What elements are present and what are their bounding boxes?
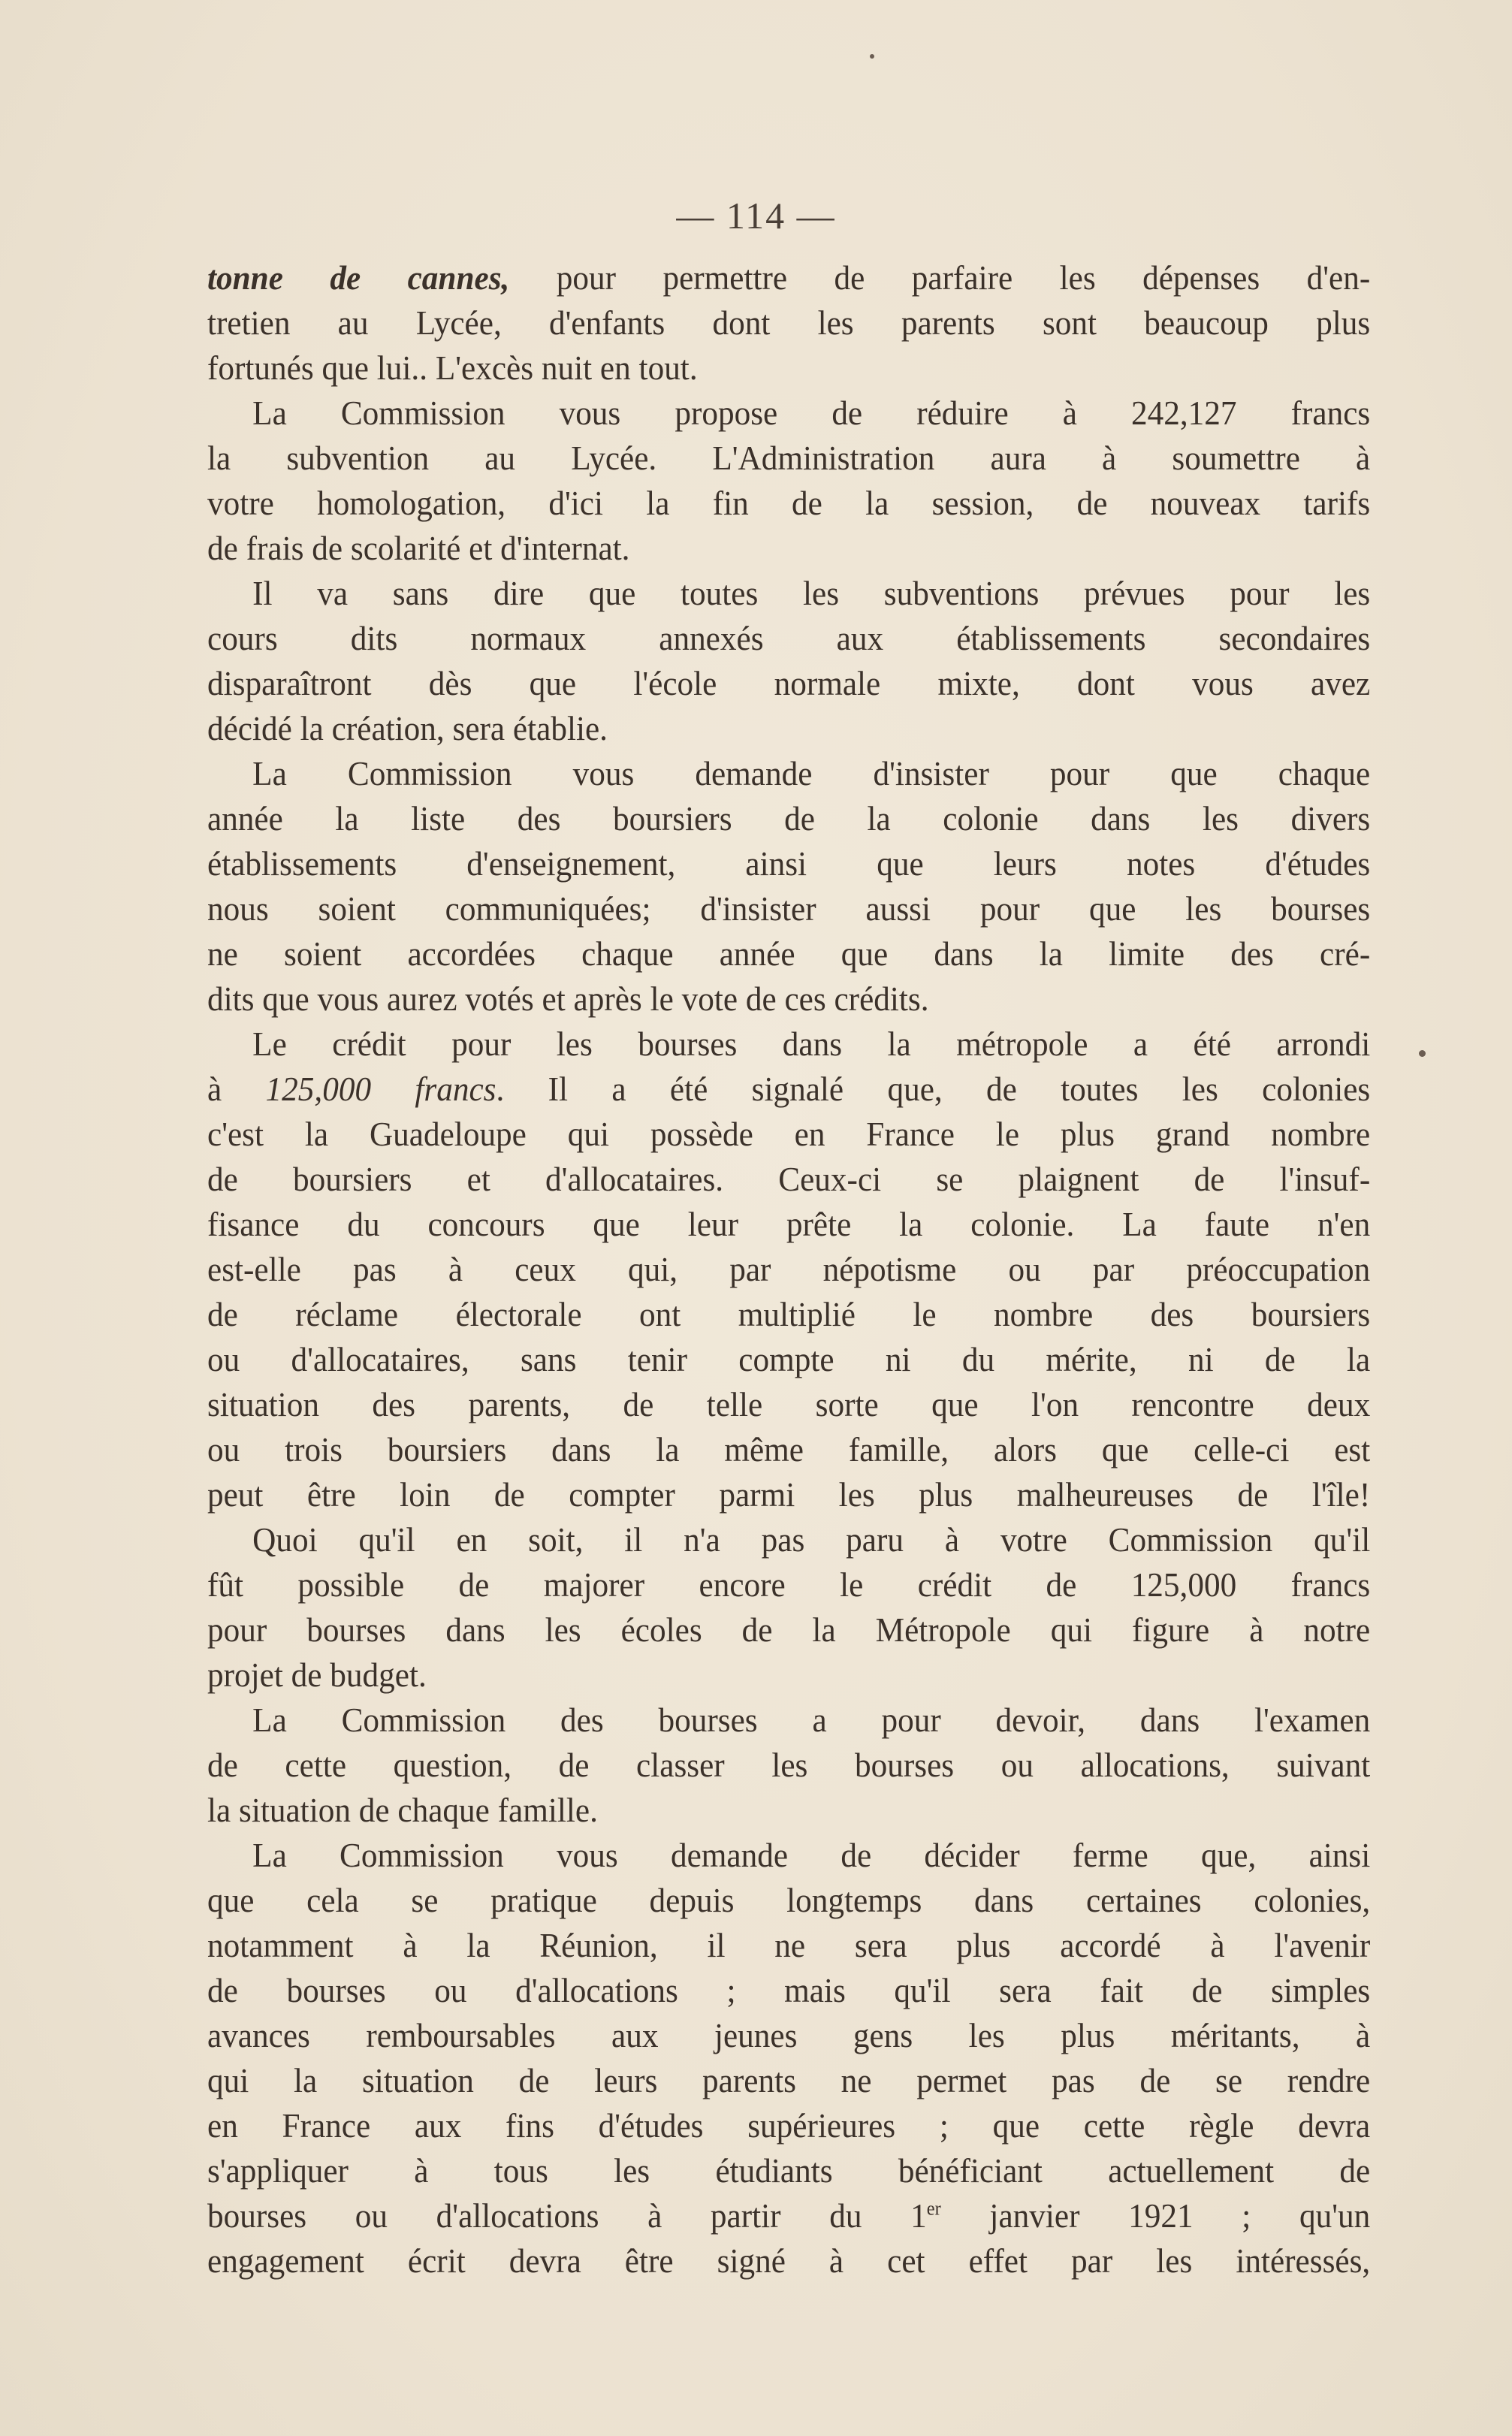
text-line: la subvention au Lycée. L'Administration aura à soumettre à — [207, 439, 1371, 477]
text-line: notamment à la Réunion, il ne sera plus accordé à l'avenir — [207, 1926, 1371, 1964]
text-line: peut être loin de compter parmi les plus malheureuses de l'île! — [207, 1475, 1371, 1514]
text-line: pour bourses dans les écoles de la Métropole qui figure à notre — [207, 1610, 1371, 1649]
superscript: er — [926, 2197, 941, 2220]
text-line: de boursiers et d'allocataires. Ceux-ci se plaignent de l'insuf- — [207, 1160, 1371, 1198]
text-line: ou d'allocataires, sans tenir compte ni du mérite, ni de la — [207, 1340, 1371, 1378]
text-line: c'est la Guadeloupe qui possède en France le plus grand nombre — [207, 1115, 1371, 1153]
text-line: fisance du concours que leur prête la colonie. La faute n'en — [207, 1205, 1371, 1243]
text-line: à 125,000 francs. Il a été signalé que, de toutes les colonies — [207, 1070, 1371, 1108]
text-line: année la liste des boursiers de la colonie dans les divers — [207, 799, 1371, 838]
text-line: avances remboursables aux jeunes gens les plus méritants, à — [207, 2016, 1371, 2054]
paragraph-start: La Commission vous demande d'insister pour que chaque — [252, 754, 1371, 792]
italic-text: tonne de cannes, — [207, 258, 510, 297]
text-line: nous soient communiquées; d'insister aussi pour que les bourses — [207, 889, 1371, 928]
text-line: fortunés que lui.. L'excès nuit en tout. — [207, 349, 698, 387]
paragraph-start: La Commission vous propose de réduire à 242,127 francs — [252, 394, 1371, 432]
text-line: de cette question, de classer les bourses ou allocations, suivant — [207, 1746, 1371, 1784]
text-line: que cela se pratique depuis longtemps dans certaines colonies, — [207, 1881, 1371, 1919]
text-line: disparaîtront dès que l'école normale mixte, dont vous avez — [207, 664, 1371, 702]
paragraph-start: Il va sans dire que toutes les subventions prévues pour les — [252, 574, 1371, 612]
text-line: de réclame électorale ont multiplié le nombre des boursiers — [207, 1295, 1371, 1333]
text-line: cours dits normaux annexés aux établissements secondaires — [207, 619, 1371, 657]
document-body — [207, 255, 1370, 2284]
text-line: de frais de scolarité et d'internat. — [207, 529, 630, 567]
scan-speck — [1419, 1050, 1426, 1057]
text-line: est-elle pas à ceux qui, par népotisme ou par préoccupation — [207, 1250, 1371, 1288]
paragraph-start: La Commission des bourses a pour devoir, dans l'examen — [252, 1701, 1371, 1739]
text-line: projet de budget. — [207, 1656, 427, 1694]
text-line: bourses ou d'allocations à partir du 1er janvier 1921 ; qu'un — [207, 2196, 1371, 2235]
text-line: dits que vous aurez votés et après le vote de ces crédits. — [207, 980, 929, 1018]
text-line: qui la situation de leurs parents ne permet pas de se rendre — [207, 2061, 1371, 2099]
paragraph-start: La Commission vous demande de décider ferme que, ainsi — [252, 1836, 1371, 1874]
text-line: votre homologation, d'ici la fin de la session, de nouveax tarifs — [207, 484, 1371, 522]
text-line: de bourses ou d'allocations ; mais qu'il sera fait de simples — [207, 1971, 1371, 2009]
text-line: en France aux fins d'études supérieures ; que cette règle devra — [207, 2106, 1371, 2145]
text-line: fût possible de majorer encore le crédit de 125,000 francs — [207, 1565, 1371, 1604]
page-number: — 114 — — [676, 195, 836, 237]
text-line: tretien au Lycée, d'enfants dont les parents sont beaucoup plus — [207, 303, 1371, 342]
text-line: tonne de cannes, pour permettre de parfaire les dépenses d'en- — [207, 258, 1371, 297]
text-line: ne soient accordées chaque année que dans la limite des cré- — [207, 934, 1371, 973]
text-line: ou trois boursiers dans la même famille, alors que celle-ci est — [207, 1430, 1371, 1469]
paragraph-start: Quoi qu'il en soit, il n'a pas paru à votre Commission qu'il — [252, 1520, 1371, 1559]
text-line: décidé la création, sera établie. — [207, 709, 608, 747]
text-line: établissements d'enseignement, ainsi que leurs notes d'études — [207, 844, 1371, 883]
text-line: la situation de chaque famille. — [207, 1791, 598, 1829]
text-line: s'appliquer à tous les étudiants bénéficiant actuellement de — [207, 2151, 1371, 2190]
text-line: situation des parents, de telle sorte que l'on rencontre deux — [207, 1385, 1371, 1423]
scan-speck — [870, 54, 874, 59]
text-line: engagement écrit devra être signé à cet effet par les intéressés, — [207, 2241, 1371, 2280]
paragraph-start: Le crédit pour les bourses dans la métropole a été arrondi — [252, 1025, 1371, 1063]
italic-text: 125,000 francs — [265, 1070, 496, 1108]
